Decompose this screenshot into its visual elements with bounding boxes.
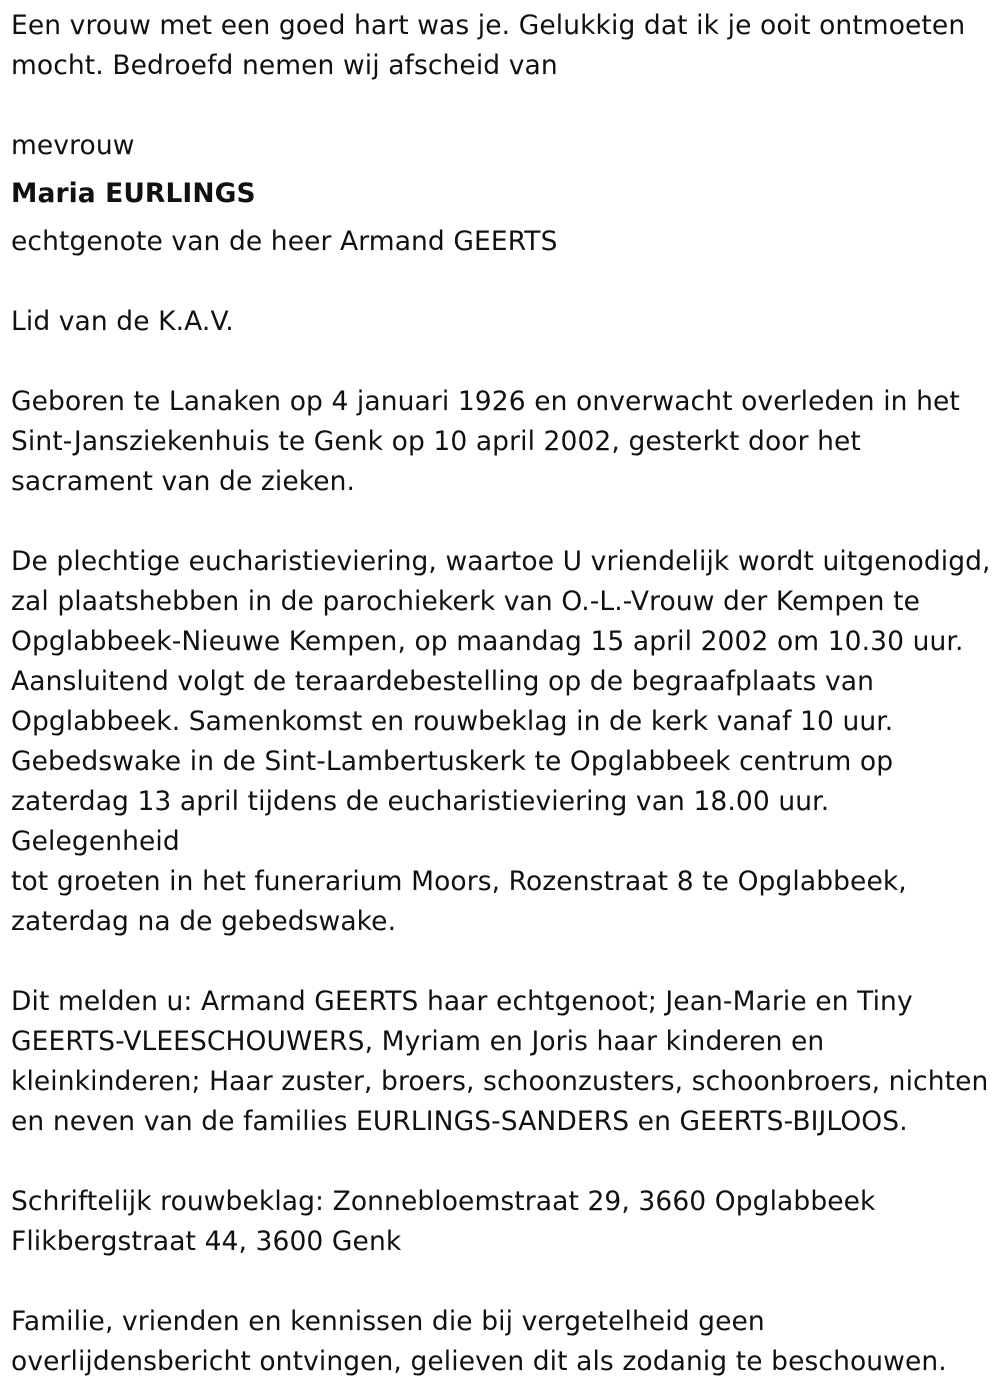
announcers-paragraph: Dit melden u: Armand GEERTS haar echtgenoot; Jean-Marie en Tiny GEERTS-VLEESCHOUWERS, Myriam en Joris haar kinderen en kleinkinderen; Haar zuster, broers, schoonzusters, schoonbroers, nichten en neven van de families EURLINGS-SANDERS en GEERTS-BIJLOOS.: [11, 986, 989, 1137]
condolence-address-line: Schriftelijk rouwbeklag: Zonnebloemstraat 29, 3660 Opglabbeek: [11, 1186, 876, 1217]
obituary-notice: [11, 6, 995, 1382]
birth-death-paragraph: Geboren te Lanaken op 4 januari 1926 en onverwacht overleden in het Sint-Jansziekenhuis te Genk op 10 april 2002, gesterkt door het sacrament van de zieken.: [11, 386, 960, 497]
condolence-address-line-2: Flikbergstraat 44, 3600 Genk: [11, 1226, 402, 1257]
ceremony-paragraph: De plechtige eucharistieviering, waartoe U vriendelijk wordt uitgenodigd, zal plaatshebben in de parochiekerk van O.-L.-Vrouw der Kempen te Opglabbeek-Nieuwe Kempen, op maandag 15 april 2002 om 10.30 uur. Aansluitend volgt de teraardebestelling op de begraafplaats van Opglabbeek. Samenkomst en rouwbeklag in de kerk vanaf 10 uur. Gebedswake in de Sint-Lambertuskerk te Opglabbeek centrum op zaterdag 13 april tijdens de eucharistieviering van 18.00 uur. Gelegenheid tot groeten in het funerarium Moors, Rozenstraat 8 te Opglabbeek, zaterdag na de gebedswake.: [11, 546, 991, 937]
membership-line: Lid van de K.A.V.: [11, 306, 234, 337]
salutation: mevrouw: [11, 130, 135, 161]
closing-paragraph: Familie, vrienden en kennissen die bij vergetelheid geen overlijdensbericht ontvingen, gelieven dit als zodanig te beschouwen.: [11, 1306, 947, 1377]
deceased-name: Maria EURLINGS: [11, 178, 256, 209]
spouse-line: echtgenote van de heer Armand GEERTS: [11, 226, 558, 257]
intro-paragraph: Een vrouw met een goed hart was je. Gelukkig dat ik je ooit ontmoeten mocht. Bedroefd nemen wij afscheid van: [11, 10, 966, 81]
